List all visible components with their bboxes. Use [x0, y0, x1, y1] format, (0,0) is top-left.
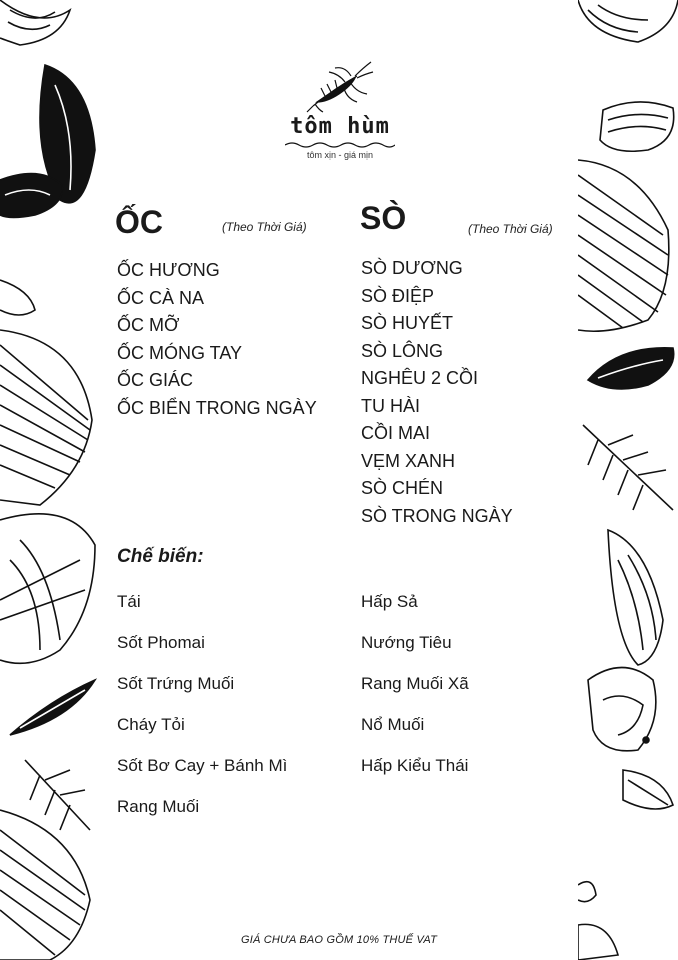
list-item: Nổ Muối: [361, 715, 425, 734]
list-item: TU HÀI: [361, 395, 421, 416]
list-item: Rang Muối Xã: [361, 674, 469, 693]
preparation-list-left: [117, 590, 287, 836]
seashell-border-right: [578, 0, 678, 960]
brand-name: tôm hùm: [290, 114, 390, 139]
so-section-title: SÒ: [360, 200, 407, 236]
list-item: CỒI MAI: [361, 423, 431, 443]
list-item: Tái: [117, 592, 141, 611]
list-item: ỐC MỠ: [117, 315, 180, 335]
lobster-icon: [305, 58, 375, 114]
so-price-note: (Theo Thời Giá): [468, 222, 553, 236]
list-item: SÒ ĐIỆP: [361, 285, 435, 306]
list-item: Cháy Tỏi: [117, 715, 185, 734]
seashell-border-left: [0, 0, 100, 960]
wave-divider-icon: [285, 141, 395, 149]
oc-item-list: [117, 257, 317, 422]
preparation-list-right: [361, 590, 469, 795]
oc-section-title: ỐC: [115, 204, 163, 240]
list-item: SÒ HUYẾT: [361, 313, 454, 333]
list-item: Nướng Tiêu: [361, 633, 452, 652]
list-item: ỐC MÓNG TAY: [117, 342, 243, 363]
list-item: Rang Muối: [117, 797, 200, 816]
list-item: ỐC HƯƠNG: [117, 260, 220, 280]
list-item: SÒ TRONG NGÀY: [361, 505, 513, 526]
list-item: SÒ CHÉN: [361, 478, 444, 498]
list-item: ỐC GIÁC: [117, 370, 194, 390]
list-item: Sốt Trứng Muối: [117, 674, 235, 693]
list-item: Sốt Phomai: [117, 633, 205, 652]
list-item: NGHÊU 2 CỒI: [361, 368, 479, 388]
list-item: Hấp Kiểu Thái: [361, 756, 469, 775]
list-item: VẸM XANH: [361, 450, 456, 471]
list-item: Sốt Bơ Cay + Bánh Mì: [117, 756, 288, 775]
brand-tagline: tôm xịn - giá mịn: [306, 150, 374, 160]
list-item: SÒ DƯƠNG: [361, 258, 463, 278]
preparation-title: Chế biến:: [117, 546, 204, 567]
vat-note: GIÁ CHƯA BAO GỒM 10% THUẾ VAT: [240, 934, 438, 946]
list-item: ỐC CÀ NA: [117, 287, 205, 308]
list-item: ỐC BIỂN TRONG NGÀY: [117, 397, 317, 418]
brand-logo: [260, 58, 420, 168]
list-item: Hấp Sả: [361, 592, 418, 611]
oc-price-note: (Theo Thời Giá): [222, 220, 307, 234]
so-item-list: [361, 255, 513, 530]
list-item: SÒ LÔNG: [361, 340, 444, 361]
